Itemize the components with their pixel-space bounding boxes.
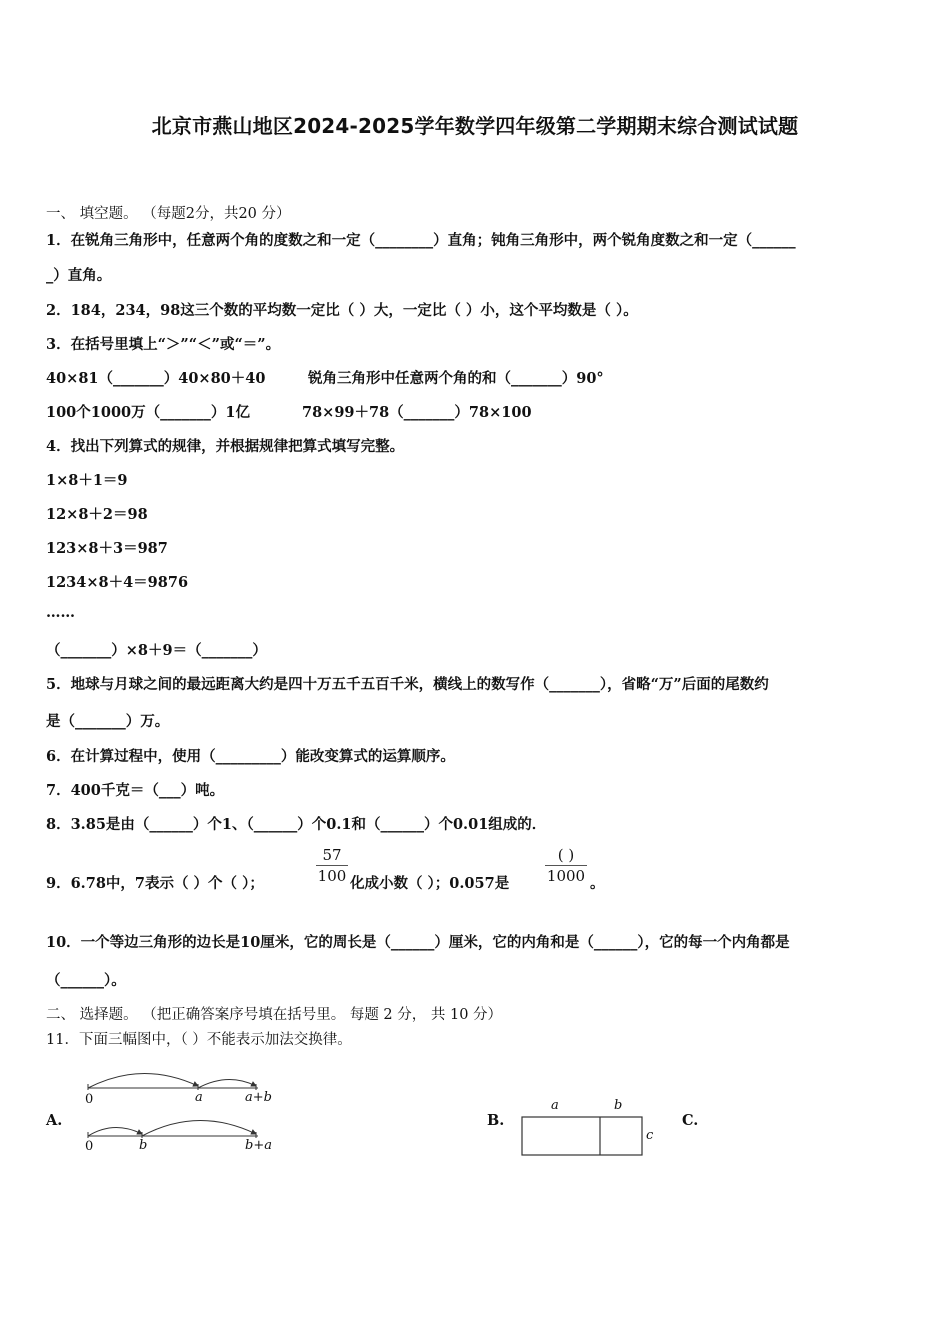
question-3-item-4: 78×99＋78（_______）78×100 <box>302 404 532 421</box>
question-4: 4．找出下列算式的规律，并根据规律把算式填写完整。 <box>46 438 405 455</box>
question-4-pattern-4: 1234×8＋4＝9876 <box>46 574 189 591</box>
arc-a-second <box>142 1120 256 1136</box>
label-b: b <box>139 1138 148 1153</box>
page-title: 北京市燕山地区2024-2025学年数学四年级第二学期期末综合测试试题 <box>151 114 799 138</box>
rect-label-c: c <box>646 1128 654 1143</box>
arc-b <box>198 1079 256 1088</box>
section-2-heading: 二、 选择题。 （把正确答案序号填在括号里。 每题 2 分， 共 10 分） <box>46 1007 503 1023</box>
question-3-item-3: 100个1000万（_______）1亿 <box>46 404 250 421</box>
question-4-pattern-1: 1×8＋1＝9 <box>46 472 128 489</box>
option-c-label: C. <box>682 1112 699 1129</box>
question-9-part-1: 9．6.78中，7表示（ ）个（ ）； <box>46 875 264 892</box>
question-9-part-3: 。 <box>590 875 605 892</box>
question-5-line-1: 5．地球与月球之间的最远距离大约是四十万五千五百千米，横线上的数写作（_______），省略“万”后面的尾数约 <box>46 676 769 693</box>
rect-label-b: b <box>614 1098 623 1113</box>
question-3: 3．在括号里填上“＞”“＜”或“＝”。 <box>46 336 281 353</box>
question-4-pattern-2: 12×8＋2＝98 <box>46 506 148 523</box>
fraction-blank-over-1000 <box>545 846 587 885</box>
question-4-pattern-3: 123×8＋3＝987 <box>46 540 168 557</box>
question-10-line-1: 10．一个等边三角形的边长是10厘米，它的周长是（______）厘米，它的内角和是（______），它的每一个内角都是 <box>46 934 790 951</box>
question-4-fill: （_______）×8＋9＝（_______） <box>46 642 267 659</box>
fraction-denominator: 1000 <box>546 867 586 885</box>
question-8: 8．3.85是由（______）个1、（______）个0.1和（______）个0.01组成的． <box>46 816 547 833</box>
arc-a <box>88 1073 198 1088</box>
fraction-57-over-100 <box>316 846 348 885</box>
fraction-numerator: ( ) <box>557 846 575 864</box>
label-b-plus-a: b+a <box>245 1138 272 1153</box>
label-zero-top: 0 <box>85 1092 94 1107</box>
question-6: 6．在计算过程中，使用（_________）能改变算式的运算顺序。 <box>46 748 455 765</box>
question-3-item-2: 锐角三角形中任意两个角的和（_______）90° <box>308 370 604 387</box>
option-b-label: B. <box>487 1112 505 1129</box>
question-1-line-1: 1．在锐角三角形中，任意两个角的度数之和一定（________）直角；钝角三角形中，两个锐角度数之和一定（______ <box>46 232 796 249</box>
arc-b-first <box>88 1127 142 1136</box>
question-3-item-1: 40×81（_______）40×80＋40 <box>46 370 266 387</box>
rectangle-figure <box>520 1115 645 1157</box>
fraction-numerator: 57 <box>322 846 342 864</box>
question-9-part-2: 化成小数（ ）；0.057是 <box>350 875 510 892</box>
section-1-heading: 一、 填空题。 （每题2分，共20 分） <box>46 206 291 222</box>
question-2: 2．184，234，98这三个数的平均数一定比（ ）大，一定比（ ）小，这个平均数是（ ）。 <box>46 302 638 319</box>
option-a-label: A. <box>46 1112 63 1129</box>
question-5-line-2: 是（_______）万。 <box>46 713 170 730</box>
question-1-line-2: _）直角。 <box>46 267 112 284</box>
question-10-line-2: （______）。 <box>46 972 126 989</box>
rect-label-a: a <box>551 1098 559 1113</box>
question-4-ellipsis: …… <box>46 604 75 621</box>
label-a: a <box>195 1090 203 1105</box>
label-zero-bottom: 0 <box>85 1139 94 1154</box>
question-11: 11．下面三幅图中，（ ）不能表示加法交换律。 <box>46 1032 352 1048</box>
fraction-denominator: 100 <box>317 867 347 885</box>
label-a-plus-b: a+b <box>245 1090 272 1105</box>
question-7: 7．400千克＝（___）吨。 <box>46 782 225 799</box>
rectangle-outline <box>522 1117 642 1155</box>
